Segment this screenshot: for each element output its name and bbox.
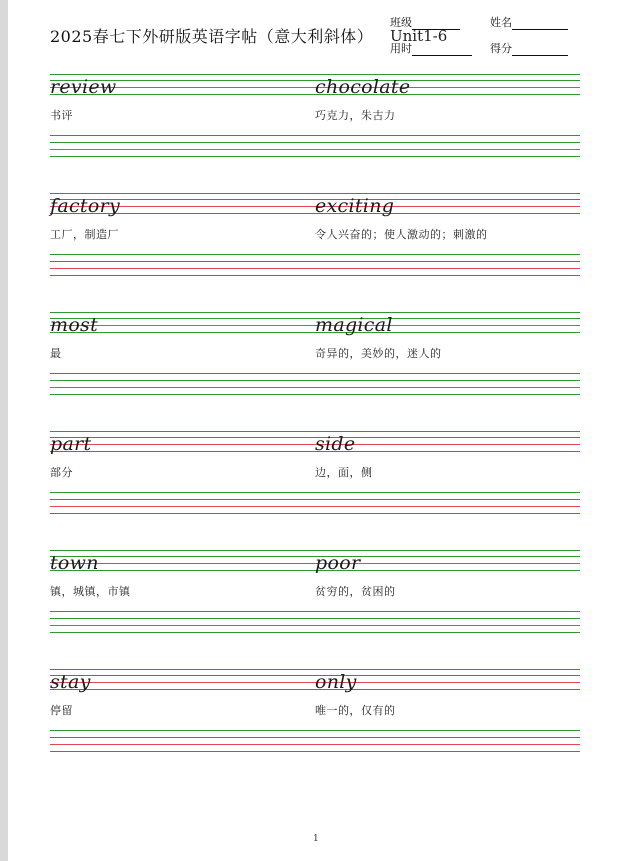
unit-label: Unit1-6 [390,27,448,45]
time-field [390,40,472,56]
vocab-word: poor [315,552,361,574]
vocab-block [50,669,580,769]
vocab-meaning: 书评 [50,109,73,122]
vocab-meaning: 巧克力，朱古力 [315,109,396,122]
vocab-meaning: 边，面，侧 [315,466,373,479]
vocab-word: magical [315,314,393,336]
vocab-meaning: 奇异的，美妙的，迷人的 [315,347,442,360]
vocab-word: town [50,552,99,574]
name-label: 姓名 [490,16,512,29]
vocab-meaning: 最 [50,347,62,360]
vocab-meaning: 部分 [50,466,73,479]
worksheet-page [8,0,622,861]
vocab-word: only [315,671,357,693]
vocab-meaning: 镇，城镇，市镇 [50,585,131,598]
vocab-block [50,312,580,412]
vocab-word: most [50,314,99,336]
vocab-word: side [315,433,356,455]
vocab-meaning: 唯一的，仅有的 [315,704,396,717]
class-label: 班级 [390,16,412,29]
vocab-block [50,431,580,531]
name-field [490,14,568,30]
vocab-block [50,193,580,293]
vocab-word: stay [50,671,91,693]
vocab-meaning: 工厂，制造厂 [50,228,119,241]
vocab-word: factory [50,195,120,217]
vocab-block [50,74,580,174]
page-title: 2025春七下外研版英语字帖（意大利斜体） [50,27,374,46]
vocab-word: chocolate [315,76,411,98]
page-number: 1 [313,834,319,844]
vocab-meaning: 停留 [50,704,73,717]
vocab-word: review [50,76,117,98]
vocab-word: exciting [315,195,395,217]
vocab-block [50,550,580,650]
vocab-word: part [50,433,92,455]
vocab-meaning: 令人兴奋的；使人激动的；刺激的 [315,228,488,241]
score-field [490,40,568,56]
score-label: 得分 [490,42,512,55]
time-label: 用时 [390,42,412,55]
vocab-meaning: 贫穷的，贫困的 [315,585,396,598]
